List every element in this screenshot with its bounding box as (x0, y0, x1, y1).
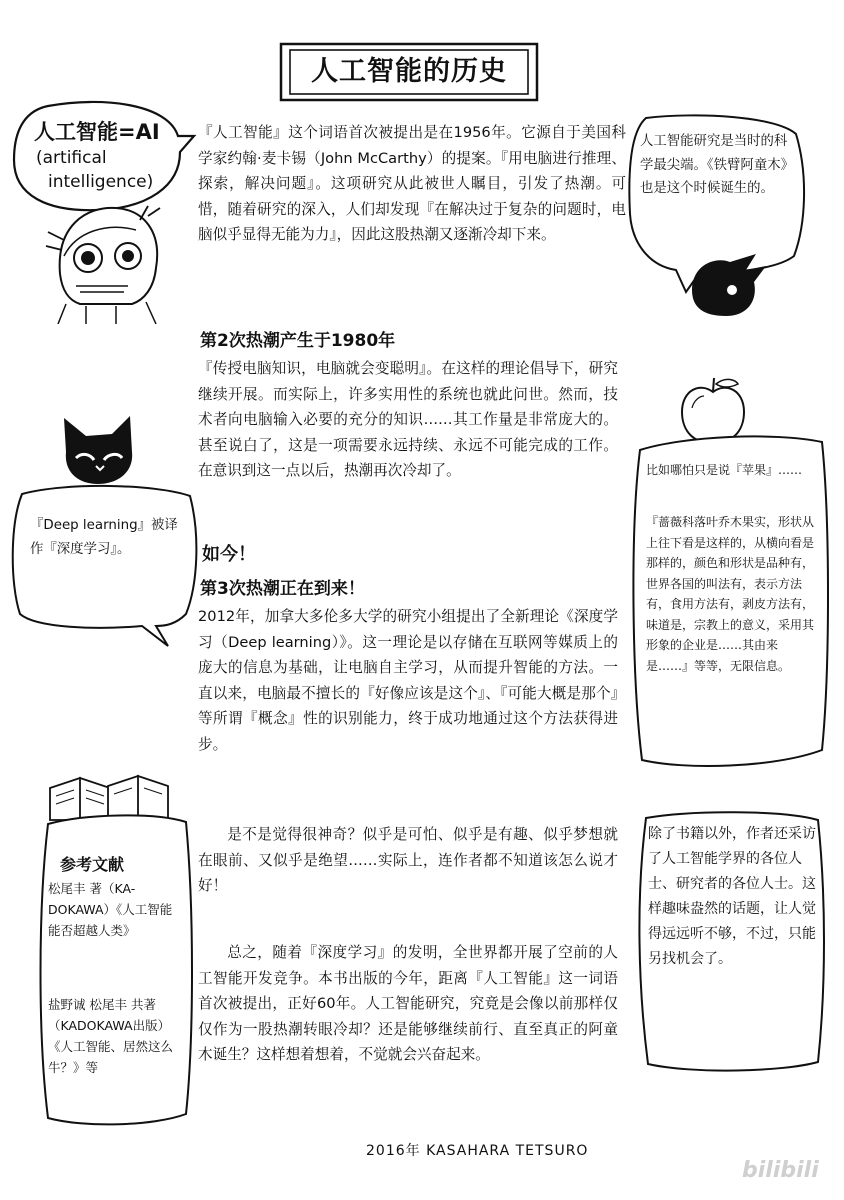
section3-now-wrap (202, 540, 402, 566)
section3-text: 2012年，加拿大多伦多大学的研究小组提出了全新理论《深度学习（Deep learning）》。这一理论是以存储在互联网等媒质上的庞大的信息为基础，让电脑自主学习，从而提升智能的方法。一直以来，电脑最不擅长的『好像应该是这个』、『可能大概是那个』等所谓『概念』性的识别能力，终于成功地通过这个方法获得进步。 (198, 608, 618, 753)
deep-learning-note-bubble (6, 474, 206, 652)
intro-paragraph (198, 120, 626, 248)
astro-boy-note: 人工智能研究是当时的科学最尖端。《铁臂阿童木》也是这个时候诞生的。 (640, 134, 788, 196)
interview-note-bubble (632, 806, 830, 1076)
section3-heading-wrap (200, 574, 620, 599)
title-banner (278, 40, 540, 104)
robot-illustration (36, 196, 166, 324)
section2-text: 『传授电脑知识，电脑就会变聪明』。在这样的理论倡导下，研究继续开展。而实际上，许多实用性的系统也就此问世。然而，技术者向电脑输入必要的充分的知识……其工作量是非常庞大的。甚至说白了，这是一项需要永远持续、永远不可能完成的工作。在意识到这一点以后，热潮再次冷却了。 (198, 360, 618, 479)
bilibili-watermark: bilibili (742, 1158, 819, 1183)
closing-text: 总之，随着『深度学习』的发明，全世界都开展了空前的人工智能开发竞争。本书出版的今年，距离『人工智能』这一词语首次被提出，正好60年。人工智能研究，究竟是会像以前那样仅仅作为一股热潮转眼冷却？还是能够继续前行、直至真正的阿童木诞生？这样想着想着，不觉就会兴奋起来。 (198, 944, 618, 1063)
signature: 2016年 KASAHARA TETSURO (366, 1143, 589, 1159)
astro-boy-silhouette (686, 252, 770, 318)
interview-note: 除了书籍以外，作者还采访了人工智能学界的各位人士、研究者的各位人士。这样趣味盎然的话题，让人觉得远远听不够，不过，只能另找机会了。 (648, 826, 816, 967)
references-heading: 参考文献 (60, 855, 125, 874)
closing-paragraph (198, 940, 618, 1068)
section3-heading: 第3次热潮正在到来！ (200, 579, 365, 599)
section2-heading: 第2次热潮产生于1980年 (200, 331, 396, 351)
wonder-paragraph (198, 822, 618, 899)
page-title: 人工智能的历史 (311, 56, 507, 87)
intro-text: 『人工智能』这个词语首次被提出是在1956年。它源自于美国科学家约翰·麦卡锡（John McCarthy）的提案。『用电脑进行推理、探索，解决问题』。这项研究从此被世人瞩目，引发了热潮。可惜，随着研究的深入，人们却发现『在解决过于复杂的问题时，电脑似乎显得无能为力』，因此这股热潮又逐渐冷却下来。 (198, 124, 626, 243)
wonder-text: 是不是觉得很神奇？似乎是可怕、似乎是有趣、似乎梦想就在眼前、又似乎是绝望……实际上，连作者都不知道该怎么说才好！ (198, 826, 618, 894)
ai-bubble-line2: (artifical (36, 148, 107, 168)
section3-now: 如今！ (202, 544, 256, 565)
section2-paragraph (198, 356, 618, 484)
section3-paragraph (198, 604, 618, 757)
apple-note-bubble (624, 420, 834, 778)
ai-bubble-line1: 人工智能=AI (34, 120, 160, 144)
ai-bubble-line3: intelligence) (48, 172, 154, 192)
references-bubble (34, 808, 196, 1132)
reference-2: 盐野诚 松尾丰 共著（KADOKAWA出版）《人工智能、居然这么牛？》等 (48, 997, 174, 1075)
apple-note-body: 『蔷薇科落叶乔木果实，形状从上往下看是这样的，从横向看是那样的，颜色和形状是品种有，世界各国的叫法有，表示方法有，食用方法有，剥皮方法有，味道是，宗教上的意义，采用其形象的企业是……其由来是……』等等，无限信息。 (646, 515, 815, 673)
section2-heading-wrap (200, 326, 620, 351)
apple-note-lead: 比如哪怕只是说『苹果』…… (646, 463, 803, 477)
deep-learning-note: 『Deep learning』被译作『深度学习』。 (30, 518, 178, 557)
reference-1: 松尾丰 著（KA-DOKAWA）《人工智能能否超越人类》 (48, 881, 173, 938)
